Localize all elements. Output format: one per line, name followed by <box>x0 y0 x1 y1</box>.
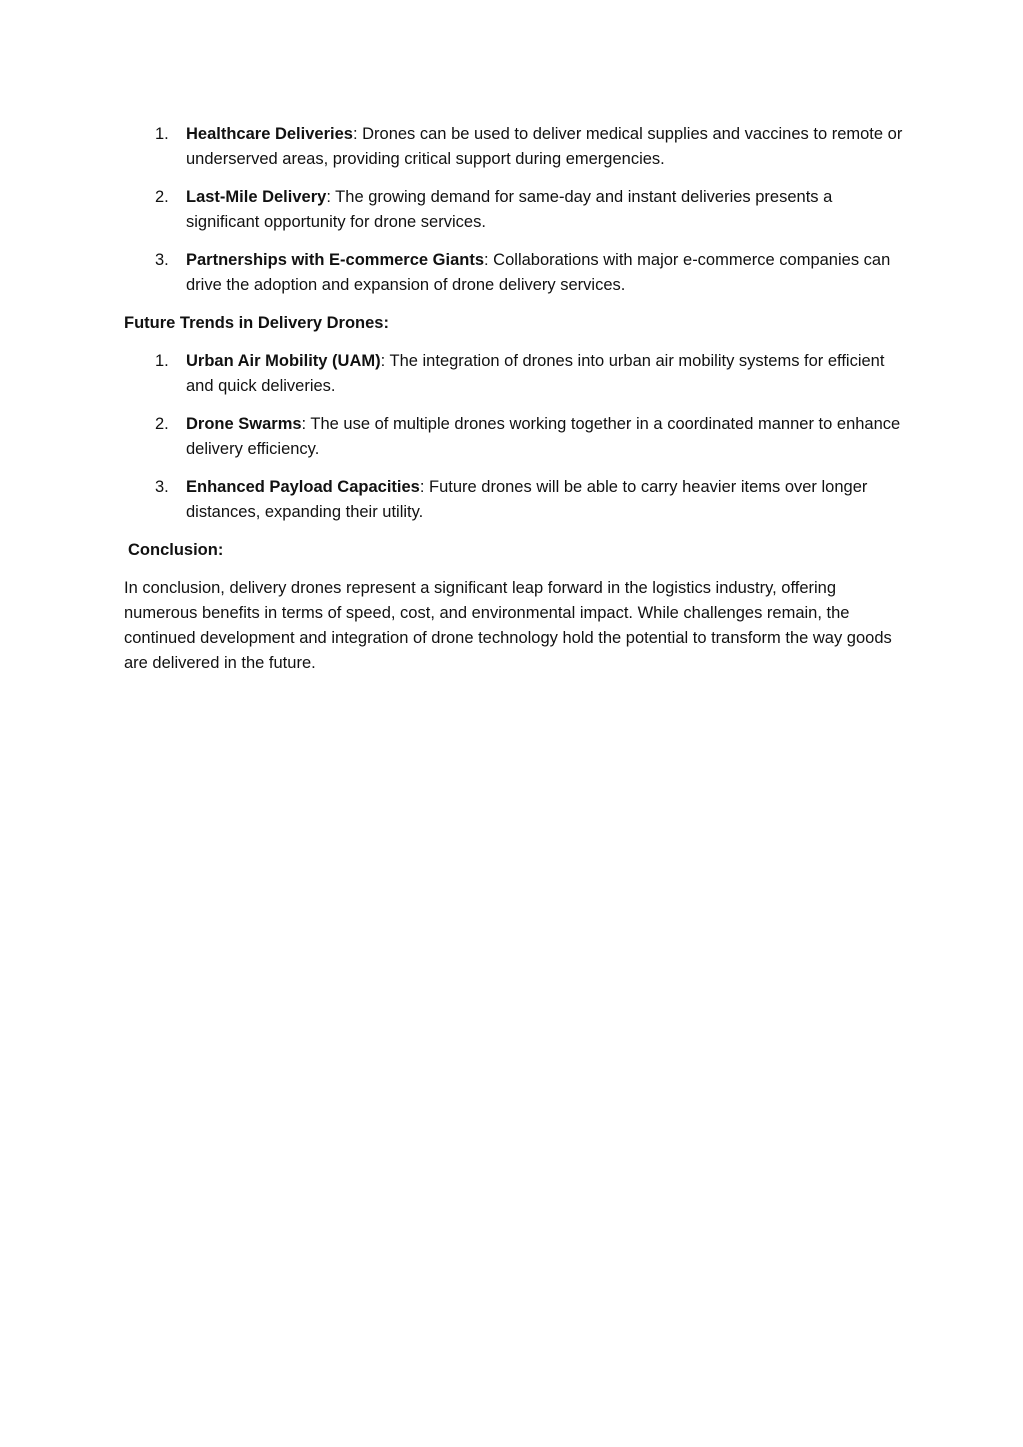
list-item-text: : Collaborations with major e-commerce companies can drive the adoption and expansion of drone delivery services. <box>186 251 891 294</box>
list-item-number: 2. <box>155 415 169 433</box>
list-item <box>124 475 904 525</box>
document-page <box>124 122 904 676</box>
conclusion-paragraph: In conclusion, delivery drones represent a significant leap forward in the logistics industry, offering numerous benefits in terms of speed, cost, and environmental impact. While challenges remain, the continued development and integration of drone technology hold the potential to transform the way goods are delivered in the future. <box>124 579 892 672</box>
list-item <box>124 185 904 235</box>
list-item <box>124 122 904 172</box>
list-item-text: : The growing demand for same-day and instant deliveries presents a significant opportunity for drone services. <box>186 188 833 231</box>
future-trends-heading: Future Trends in Delivery Drones: <box>124 314 389 332</box>
list-item-term: Last-Mile Delivery <box>186 188 327 206</box>
list-item-term: Urban Air Mobility (UAM) <box>186 352 381 370</box>
list-item-term: Partnerships with E-commerce Giants <box>186 251 485 269</box>
conclusion-heading: Conclusion: <box>128 541 224 559</box>
list-item-number: 1. <box>155 125 169 143</box>
list-item-number: 1. <box>155 352 169 370</box>
list-item-text: : The integration of drones into urban air mobility systems for efficient and quick deliveries. <box>186 352 885 395</box>
list-item-text: : Future drones will be able to carry heavier items over longer distances, expanding their utility. <box>186 478 868 521</box>
list-item-term: Drone Swarms <box>186 415 302 433</box>
list-item <box>124 349 904 399</box>
list-item <box>124 412 904 462</box>
list-item-number: 2. <box>155 188 169 206</box>
list-item-number: 3. <box>155 251 169 269</box>
list-item-number: 3. <box>155 478 169 496</box>
opportunities-list <box>124 122 904 298</box>
list-item <box>124 248 904 298</box>
list-item-term: Healthcare Deliveries <box>186 125 353 143</box>
list-item-text: : Drones can be used to deliver medical supplies and vaccines to remote or underserved areas, providing critical support during emergencies. <box>186 125 903 168</box>
list-item-term: Enhanced Payload Capacities <box>186 478 420 496</box>
list-item-text: : The use of multiple drones working together in a coordinated manner to enhance delivery efficiency. <box>186 415 901 458</box>
future-trends-list <box>124 349 904 525</box>
